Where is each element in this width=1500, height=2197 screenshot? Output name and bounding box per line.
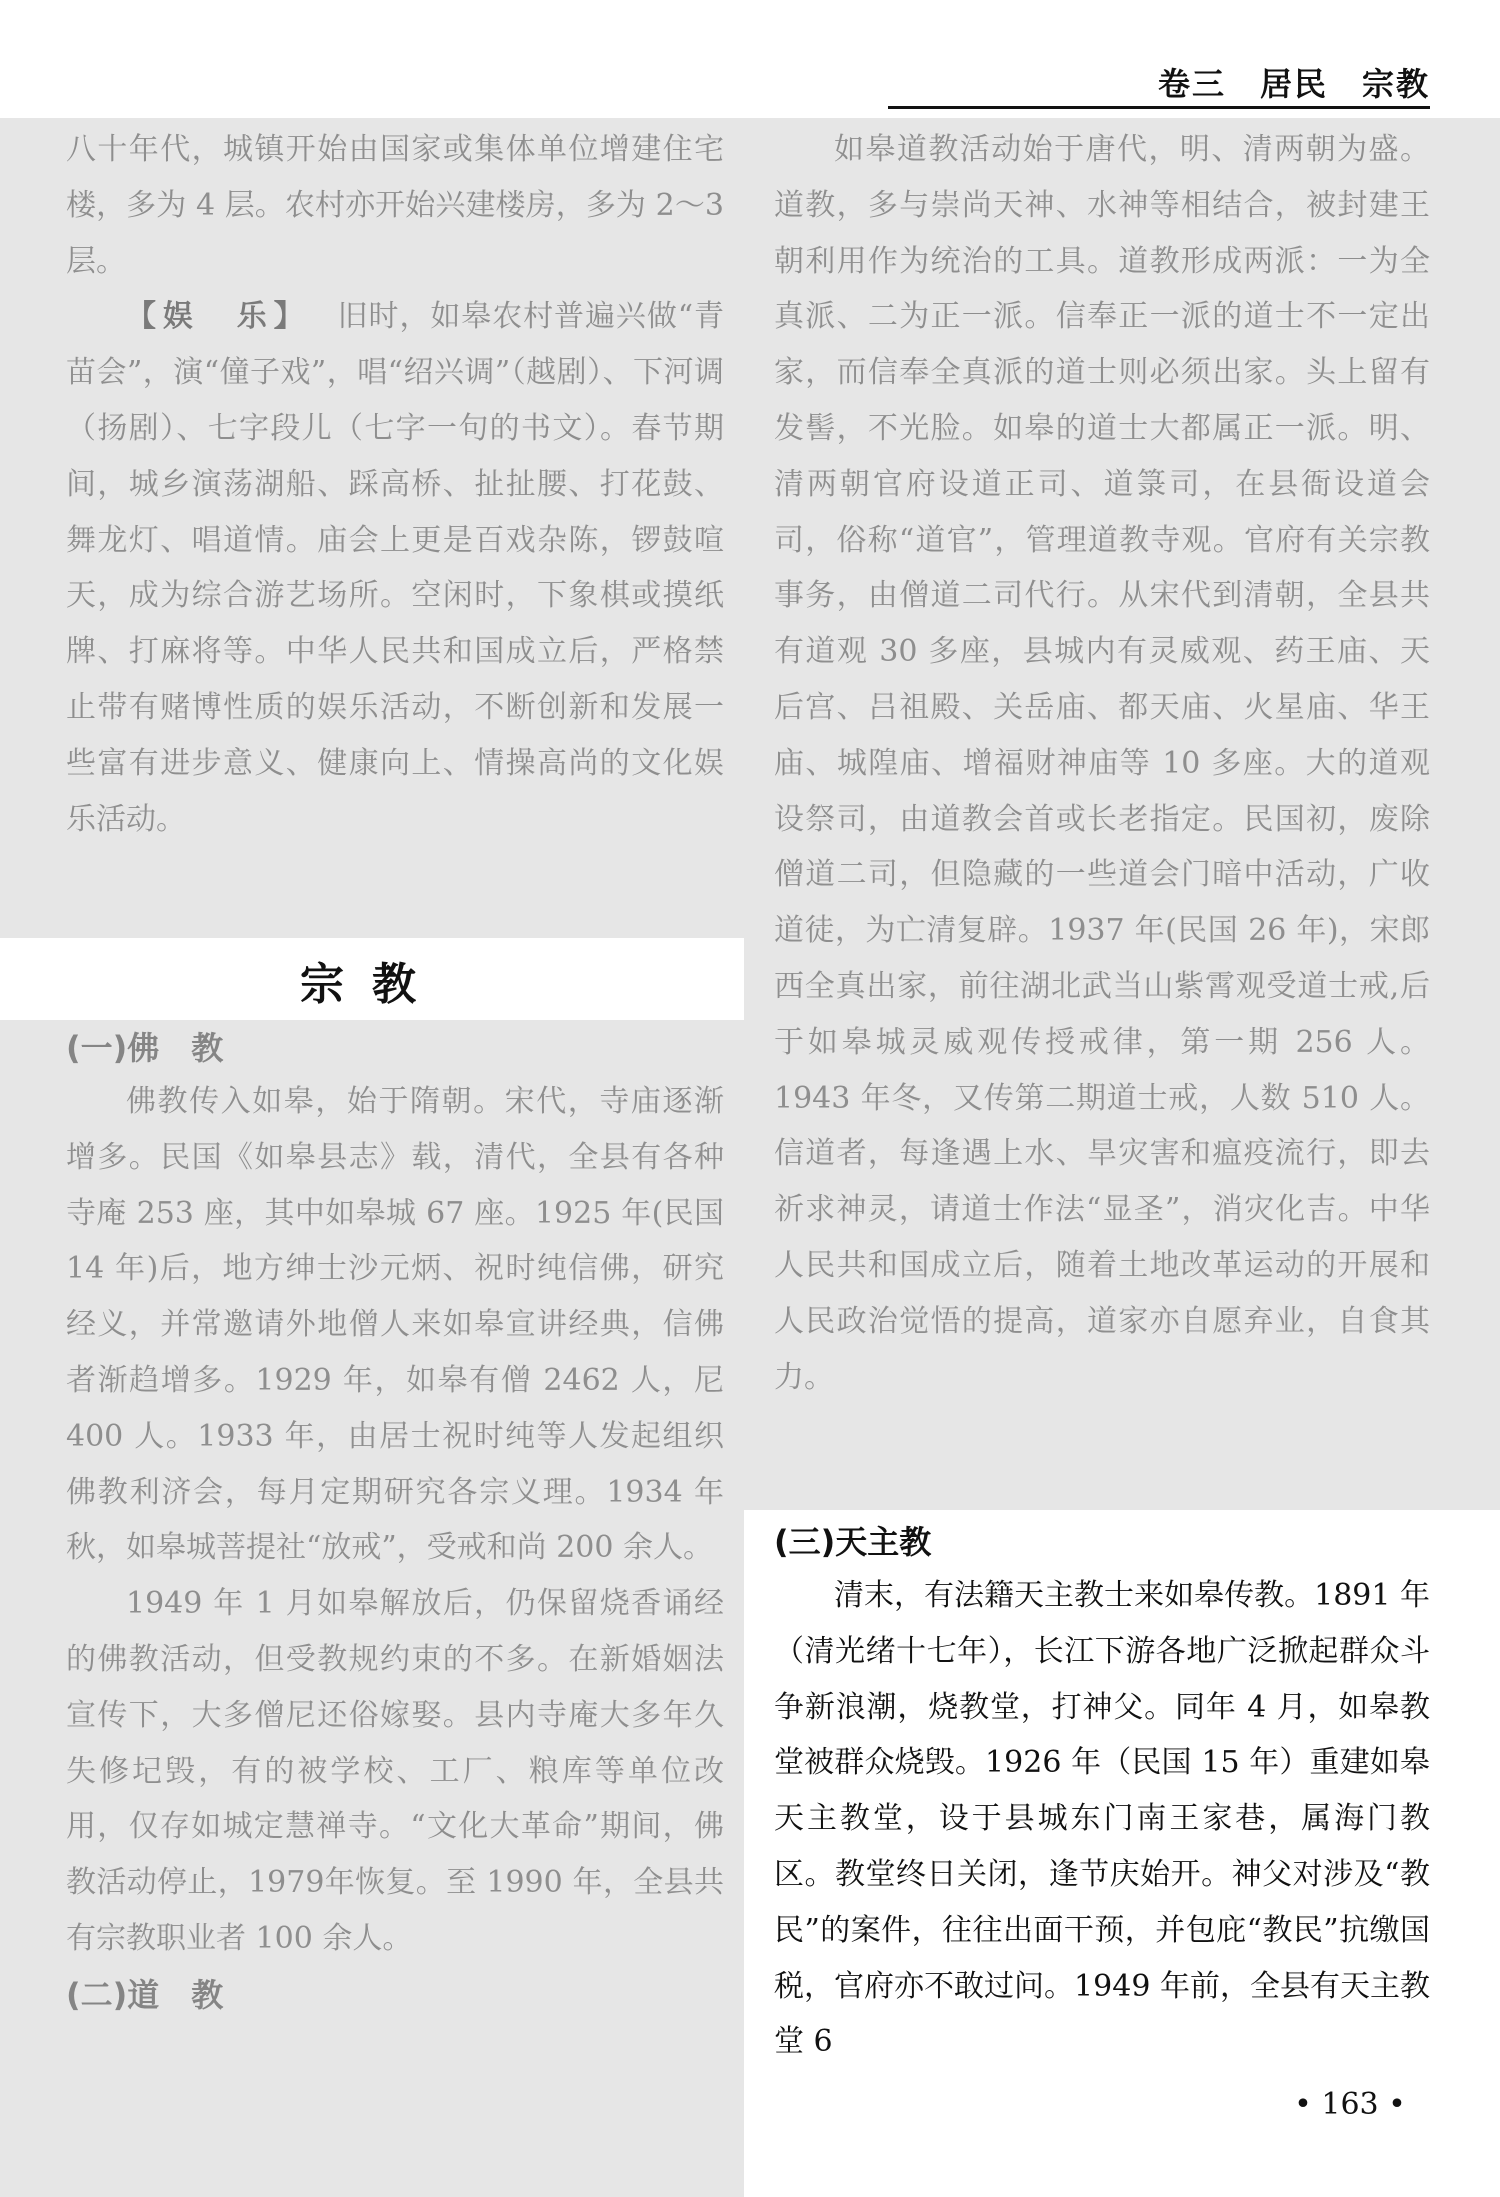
paragraph-entertainment (66, 289, 724, 847)
left-column-bottom (66, 1020, 724, 2021)
running-head: 卷三 居民 宗教 (888, 62, 1430, 109)
entertainment-label: 【娱 乐】 (126, 299, 311, 335)
heading-buddhism: (一)佛 教 (66, 1029, 224, 1067)
right-column-bottom (774, 1514, 1430, 2070)
entertainment-text: 旧时，如皋农村普遍兴做“青苗会”，演“僮子戏”，唱“绍兴调”（越剧）、下河调（扬剧）、七字段儿（七字一句的书文）。春节期间，城乡演荡湖船、踩高桥、扯扯腰、打花鼓、舞龙灯、唱道情。庙会上更是百戏杂陈，锣鼓喧天，成为综合游艺场所。空闲时，下象棋或摸纸牌、打麻将等。中华人民共和国成立后，严格禁止带有赌博性质的娱乐活动，不断创新和发展一些富有进步意义、健康向上、情操高尚的文化娱乐活动。 (66, 299, 724, 837)
section-title-religion: 宗教 (300, 959, 444, 1010)
heading-catholicism: (三)天主教 (774, 1523, 932, 1561)
heading-taoism: (二)道 教 (66, 1975, 224, 2014)
paragraph-housing: 八十年代，城镇开始由国家或集体单位增建住宅楼，多为 4 层。农村亦开始兴建楼房，多为 2～3层。 (66, 132, 724, 279)
page-number: • 163 • (1294, 2087, 1406, 2122)
right-column-top (774, 122, 1430, 1405)
paragraph-buddhism-1: 佛教传入如皋，始于隋朝。宋代，寺庙逐渐增多。民国《如皋县志》载，清代，全县有各种寺庵 253 座，其中如皋城 67 座。1925 年(民国 14 年)后，地方绅士沙元炳、祝时纯信佛，研究经义，并常邀请外地僧人来如皋宣讲经典，信佛者渐趋增多。1929 年，如皋有僧 2462 人，尼 400 人。1933 年，由居士祝时纯等人发起组织佛教利济会，每月定期研究各宗义理。1934 年秋，如皋城菩提社“放戒”，受戒和尚 200 余人。 (66, 1084, 724, 1566)
left-column-top (66, 122, 724, 847)
paragraph-catholicism: 清末，有法籍天主教士来如皋传教。1891 年（清光绪十七年），长江下游各地广泛掀起群众斗争新浪潮，烧教堂，打神父。同年 4 月，如皋教堂被群众烧毁。1926 年（民国 15 年）重建如皋天主教堂，设于县城东门南王家巷，属海门教区。教堂终日关闭，逢节庆始开。神父对涉及“教民”的案件，往往出面干预，并包庇“教民”抗缴国税，官府亦不敢过问。1949 年前，全县有天主教堂 6 (774, 1578, 1430, 2060)
paragraph-buddhism-2: 1949 年 1 月如皋解放后，仍保留烧香诵经的佛教活动，但受教规约束的不多。在新婚姻法宣传下，大多僧尼还俗嫁娶。县内寺庵大多年久失修圮毁，有的被学校、工厂、粮库等单位改用，仅存如城定慧禅寺。“文化大革命”期间，佛教活动停止，1979年恢复。至 1990 年，全县共有宗教职业者 100 余人。 (66, 1586, 724, 1956)
paragraph-taoism: 如皋道教活动始于唐代，明、清两朝为盛。道教，多与崇尚天神、水神等相结合，被封建王朝利用作为统治的工具。道教形成两派：一为全真派、二为正一派。信奉正一派的道士不一定出家，而信奉全真派的道士则必须出家。头上留有发髻，不光脸。如皋的道士大都属正一派。明、清两朝官府设道正司、道箓司，在县衙设道会司，俗称“道官”，管理道教寺观。官府有关宗教事务，由僧道二司代行。从宋代到清朝，全县共有道观 30 多座，县城内有灵威观、药王庙、天后宫、吕祖殿、关岳庙、都天庙、火星庙、华王庙、城隍庙、增福财神庙等 10 多座。大的道观设祭司，由道教会首或长老指定。民国初，废除僧道二司，但隐藏的一些道会门暗中活动，广收道徒，为亡清复辟。1937 年(民国 26 年)，宋郎西全真出家，前往湖北武当山紫霄观受道士戒,后于如皋城灵威观传授戒律，第一期 256 人。1943 年冬，又传第二期道士戒，人数 510 人。信道者，每逢遇上水、旱灾害和瘟疫流行，即去祈求神灵，请道士作法“显圣”，消灾化吉。中华人民共和国成立后，随着土地改革运动的开展和人民政治觉悟的提高，道家亦自愿弃业，自食其力。 (774, 132, 1430, 1395)
